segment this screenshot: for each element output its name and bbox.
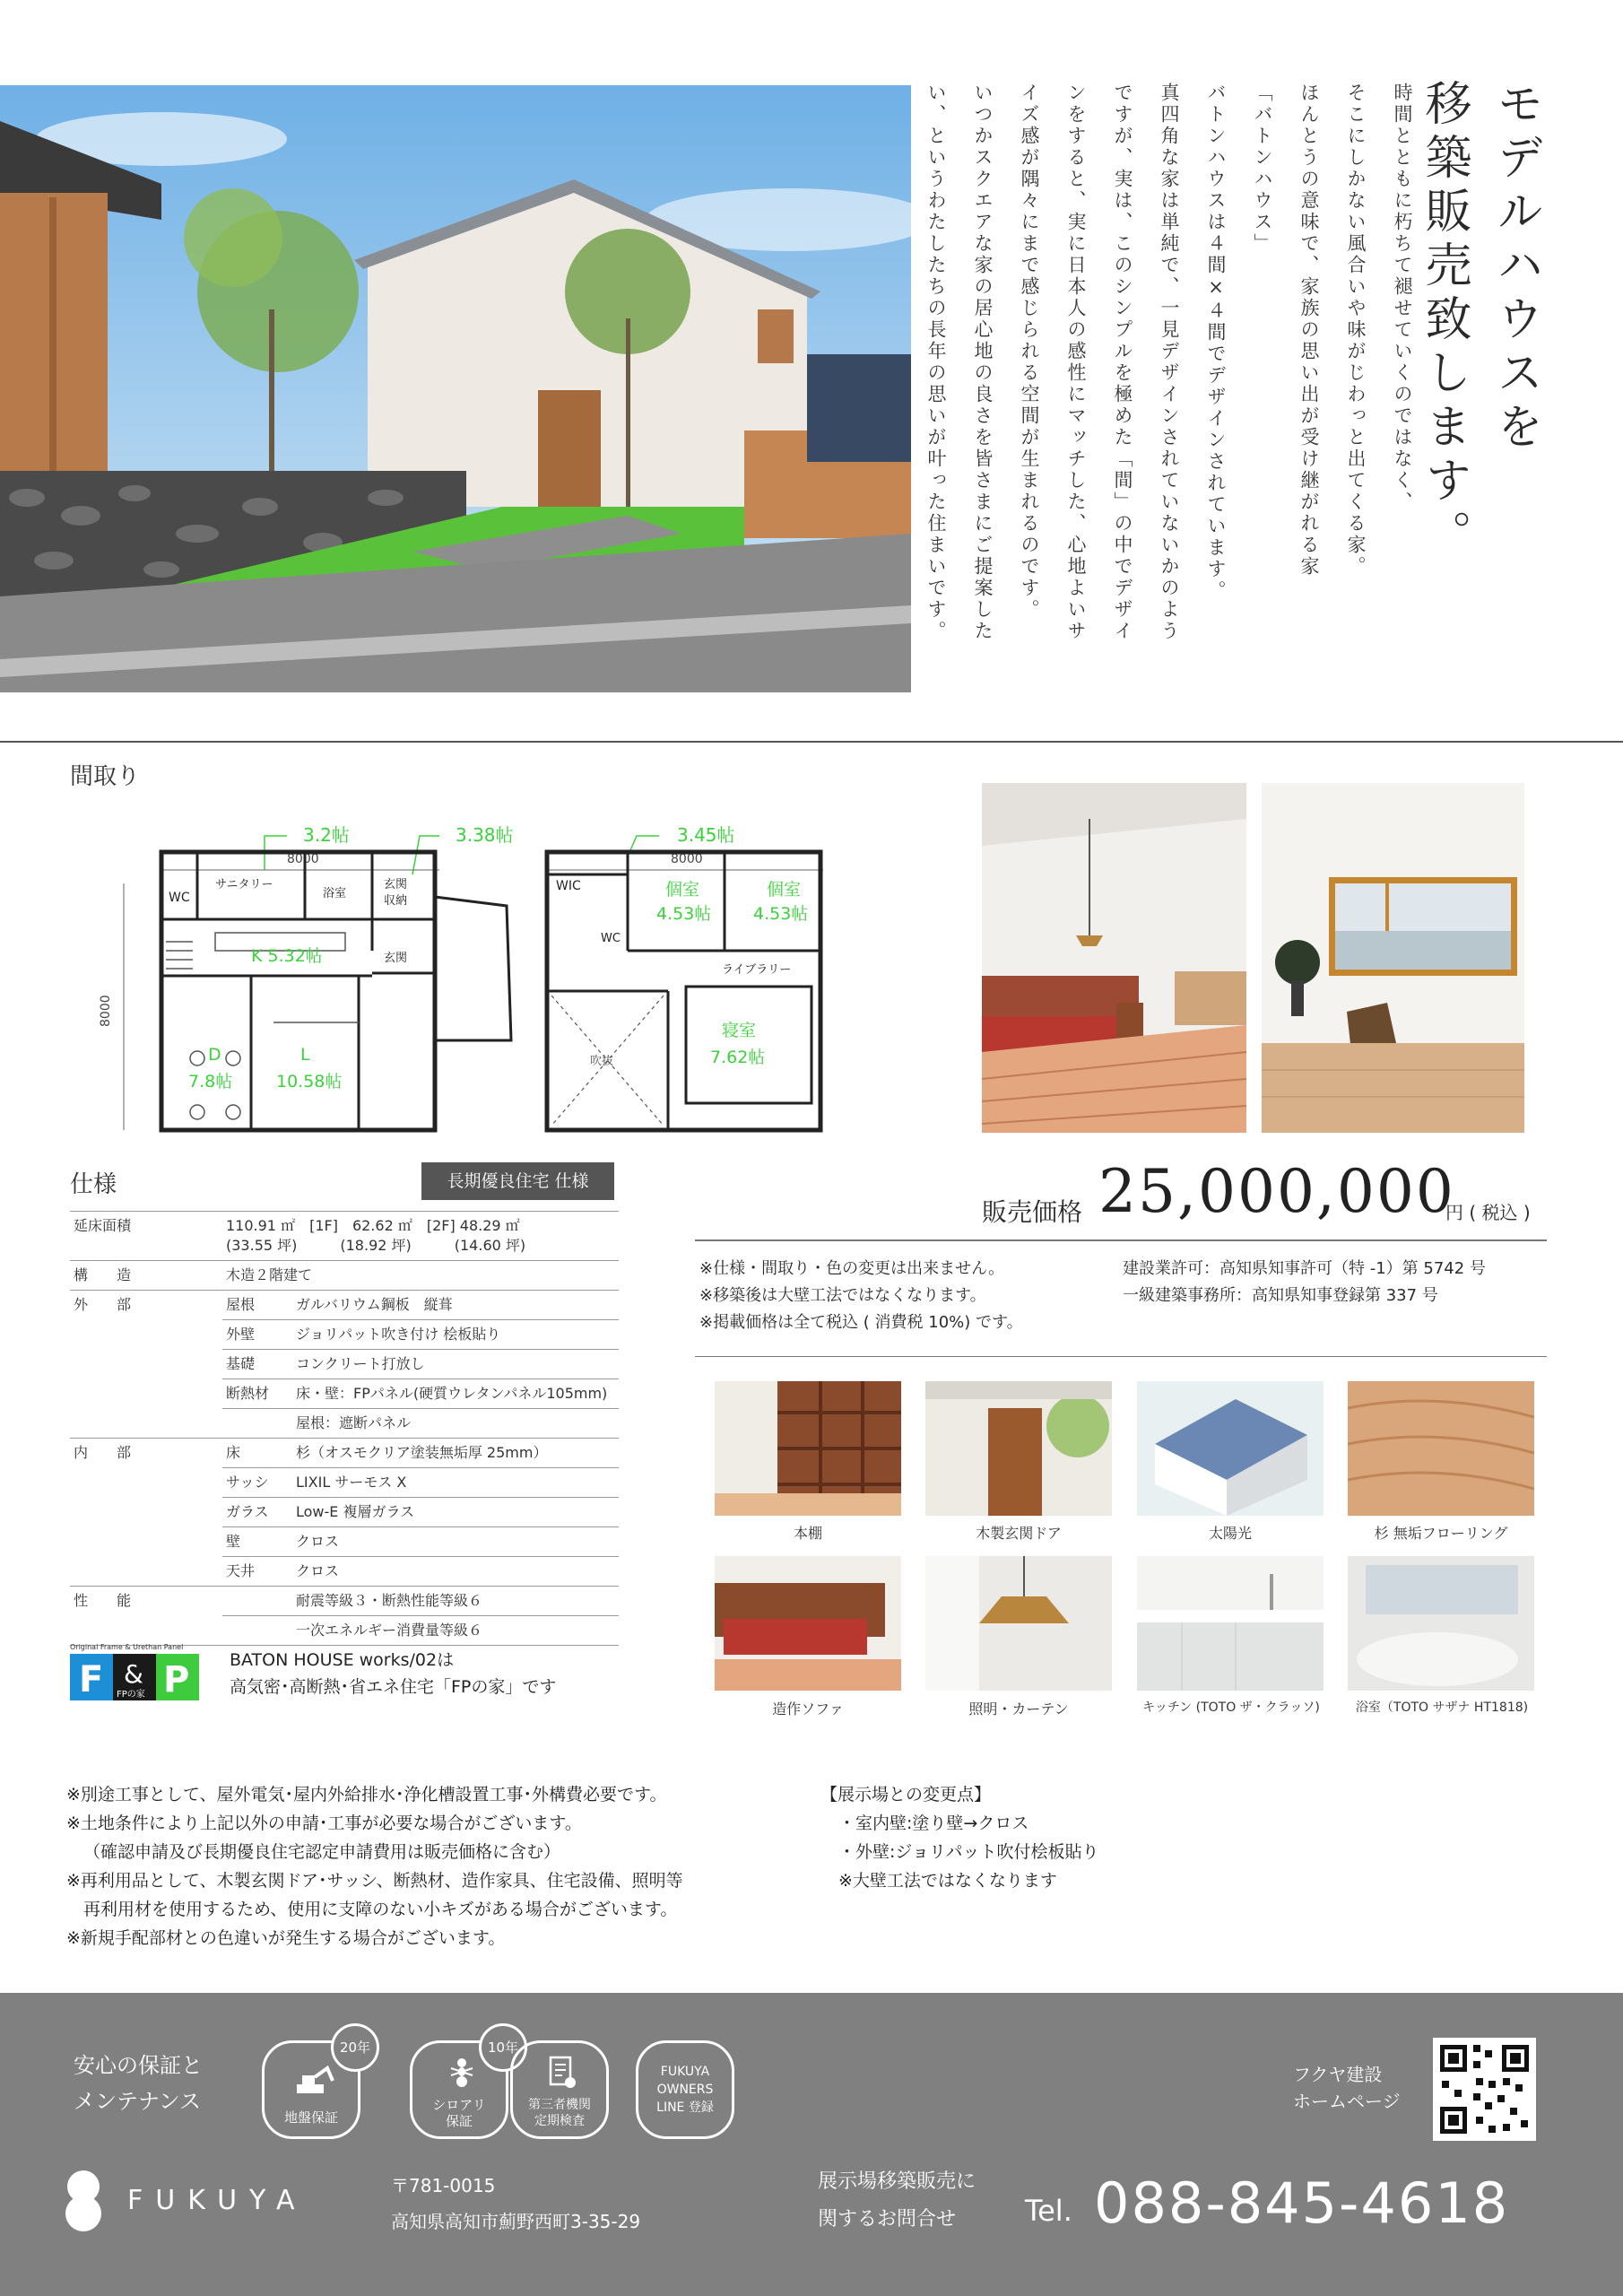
spec-subkey: 天井 (222, 1557, 292, 1587)
dim-2f-width: 8000 (671, 852, 703, 866)
footer-hp-line2: ホームページ (1293, 2091, 1401, 2112)
fp-logo-f: F (79, 1659, 104, 1700)
interior-photo-living (982, 783, 1246, 1133)
feature-caption: 浴室（TOTO サザナ HT1818) (1355, 1700, 1529, 1715)
badge-label-line2: 保証 (445, 2113, 473, 2129)
room-2f-private-a: 個室 (665, 880, 700, 900)
footer-contact-label (818, 2163, 976, 2239)
bottom-notes (66, 1780, 683, 1952)
spec-key: 性 能 (74, 1592, 132, 1609)
spec-subkey: サッシ (222, 1468, 292, 1498)
bottom-note: ※土地条件により上記以外の申請･工事が必要な場合がございます。 (66, 1813, 582, 1833)
bottom-note: ※再利用品として、木製玄関ドア･サッシ、断熱材、造作家具、住宅設備、照明等 (66, 1871, 683, 1891)
feature-caption: 本棚 (793, 1525, 822, 1542)
spec-value: コンクリート打放し (292, 1350, 619, 1379)
badge-label-line2: 定期検査 (534, 2114, 585, 2128)
spec-value: ガルバリウム鋼板 縦葺 (292, 1291, 619, 1320)
license-notes (1123, 1256, 1486, 1309)
price-note: ※仕様・間取り・色の変更は出来ません。 (699, 1259, 1005, 1278)
document-icon (547, 2056, 577, 2090)
spec-row-exterior (70, 1291, 619, 1320)
spec-subkey: 基礎 (222, 1350, 292, 1379)
footer-contact-line1: 展示場移築販売に (818, 2170, 976, 2193)
intro-line: い、というわたしたちの長年の思いが叶った住まいです。 (925, 83, 947, 642)
spec-value: LIXIL サーモス X (292, 1468, 619, 1498)
spec-row-exterior (70, 1320, 619, 1350)
room-1f-entrance-storage: 玄関 (384, 878, 408, 891)
spec-row-exterior (70, 1350, 619, 1379)
spec-row-exterior (70, 1409, 619, 1439)
badge-label-line1: シロアリ (432, 2097, 486, 2113)
footer-street: 高知県高知市薊野西町3-35-29 (391, 2211, 641, 2232)
room-1f-sanitary: サニタリー (215, 878, 273, 891)
spec-value: Low-E 複層ガラス (292, 1498, 619, 1527)
spec-subkey (222, 1409, 292, 1439)
spec-row-performance (70, 1587, 619, 1616)
license-note: 一級建築事務所：高知県知事登録第 337 号 (1123, 1286, 1438, 1305)
spec-value: 耐震等級３・断熱性能等級６ (222, 1587, 619, 1616)
price-divider-2 (695, 1356, 1547, 1357)
badge-label-line1: 第三者機関 (528, 2098, 591, 2112)
spec-row-interior (70, 1468, 619, 1498)
dim-height: 8000 (99, 995, 113, 1027)
badge-year: 10年 (479, 2023, 527, 2072)
change-item: ※大壁工法ではなくなります (838, 1871, 1057, 1891)
price-divider (695, 1239, 1547, 1241)
spec-value: 屋根：遮断パネル (292, 1409, 619, 1439)
footer-anshin-line2: メンテナンス (74, 2089, 202, 2114)
fp-logo (70, 1654, 199, 1704)
fp-line2: 高気密･高断熱･省エネ住宅「FPの家」です (230, 1677, 557, 1697)
price-label: 販売価格 (982, 1197, 1083, 1227)
spec-title: 仕様 (70, 1171, 117, 1198)
bottom-note: ※新規手配部材との色違いが発生する場合がございます。 (66, 1928, 506, 1948)
plan-section-label: 間取り (70, 763, 141, 790)
intro-line: 真四角な家は単純で、一見デザインされていないかのよう (1159, 83, 1180, 642)
spec-area-line1: 110.91 ㎡ [1F] 62.62 ㎡ [2F] 48.29 ㎡ (226, 1217, 520, 1234)
spec-table (70, 1211, 619, 1646)
fukuya-logo-icon (61, 2169, 106, 2237)
spec-key: 外 部 (74, 1296, 132, 1313)
intro-title-line2: 移築販売致します。 (1417, 79, 1471, 563)
spec-value: 杉（オスモクリア塗装無垢厚 25mm） (292, 1439, 619, 1468)
spec-area-line2: (33.55 坪) (18.92 坪) (14.60 坪) (226, 1237, 526, 1254)
badge-label (513, 2097, 606, 2129)
fp-description (230, 1647, 556, 1700)
feature-caption: 木製玄関ドア (976, 1525, 1062, 1542)
badge-label (412, 2097, 506, 2129)
badge-label-line2: OWNERS (656, 2083, 714, 2097)
price-unit: 円 ( 税込 ) (1445, 1202, 1531, 1223)
fp-line1: BATON HOUSE works/02は (230, 1650, 455, 1670)
room-1f-living: L (300, 1045, 310, 1065)
room-1f-dining-size: 7.8帖 (188, 1072, 233, 1091)
footer (0, 1993, 1623, 2296)
spec-value: クロス (292, 1557, 619, 1587)
room-2f-bedroom: 寝室 (722, 1021, 757, 1040)
bottom-note: ※別途工事として、屋外電気･屋内外給排水･浄化槽設置工事･外構費必要です。 (66, 1785, 667, 1805)
room-2f-private-b-size: 4.53帖 (753, 904, 809, 924)
intro-line: ンをすると、実に日本人の感性にマッチした、心地よいサ (1065, 83, 1087, 642)
feature-photo-kitchen (1137, 1556, 1324, 1691)
intro-body (913, 83, 1426, 692)
badge-year: 20年 (331, 2023, 379, 2072)
intro-line: いつかスクエアな家の居心地の良さを皆さまにご提案した (972, 83, 994, 642)
spec-value: 一次エネルギー消費量等級６ (222, 1616, 619, 1646)
spec-row-interior (70, 1557, 619, 1587)
footer-warranty-heading (74, 2048, 203, 2119)
tel-label: Tel. (1025, 2194, 1072, 2228)
spec-value (222, 1212, 619, 1261)
footer-hp-line1: フクヤ建設 (1293, 2064, 1383, 2085)
dim-1f-width: 8000 (287, 852, 319, 866)
callout-1f-a: 3.2帖 (303, 824, 350, 846)
feature-photo-flooring (1348, 1381, 1534, 1516)
badge-inspection (510, 2040, 609, 2139)
spec-row-structure (70, 1261, 619, 1291)
bottom-note: （確認申請及び長期優良住宅認定申請費用は販売価格に含む） (83, 1842, 561, 1862)
spec-subkey: 外壁 (222, 1320, 292, 1350)
qr-code[interactable] (1433, 2038, 1536, 2141)
license-note: 建設業許可：高知県知事許可（特 -1）第 5742 号 (1123, 1259, 1486, 1278)
intro-line: ほんとうの意味で、家族の思い出が受け継がれる家 (1298, 83, 1320, 578)
room-1f-wc: WC (169, 891, 190, 905)
room-1f-bath: 浴室 (323, 887, 347, 900)
feature-caption: 太陽光 (1208, 1525, 1252, 1542)
badge-label: 地盤保証 (283, 2109, 338, 2126)
section-divider (0, 741, 1623, 743)
fp-logo-p: P (163, 1659, 190, 1700)
changes-notes (820, 1780, 1098, 1895)
footer-anshin-line1: 安心の保証と (74, 2053, 203, 2078)
intro-line: 「バトンハウス」 (1252, 83, 1273, 255)
feature-photo-lighting (925, 1556, 1112, 1691)
spec-row-performance (70, 1616, 619, 1646)
spec-row-interior (70, 1527, 619, 1557)
spec-badge: 長期優良住宅 仕様 (421, 1162, 614, 1200)
price-note: ※掲載価格は全て税込 ( 消費税 10%) です。 (699, 1313, 1023, 1332)
feature-photo-solar (1137, 1381, 1324, 1516)
price-notes (699, 1256, 1023, 1336)
intro-line: イズ感が隅々にまで感じられる空間が生まれるのです。 (1019, 83, 1040, 621)
spec-row-exterior (70, 1379, 619, 1409)
hero-photo (0, 85, 911, 692)
change-item: ・室内壁:塗り壁→クロス (838, 1813, 1029, 1833)
change-item: ・外壁:ジョリパット吹付桧板貼り (838, 1842, 1099, 1862)
intro-line: 時間とともに朽ちて褪せていくのではなく、 (1392, 83, 1413, 513)
room-2f-private-a-size: 4.53帖 (656, 904, 712, 924)
feature-photo-door (925, 1381, 1112, 1516)
spec-key: 延床面積 (70, 1212, 222, 1261)
fp-logo-amp: & (124, 1659, 143, 1689)
bottom-note: 再利用材を使用するため、使用に支障のない小キズがある場合がございます。 (83, 1900, 678, 1919)
footer-address (391, 2168, 640, 2239)
intro-line: バトンハウスは４間×４間でデザインされています。 (1205, 83, 1227, 602)
changes-title: 【展示場との変更点】 (820, 1785, 992, 1805)
footer-brand: FUKUYA (127, 2185, 308, 2216)
footer-contact-line2: 関するお問合せ (818, 2208, 957, 2231)
room-2f-private-b: 個室 (767, 880, 802, 900)
room-1f-entrance: 玄関 (384, 952, 408, 965)
spec-value: 床・壁：FPパネル(硬質ウレタンパネル105mm) (292, 1379, 619, 1409)
room-1f-dining: D (208, 1045, 221, 1065)
badge-ground-warranty (262, 2039, 371, 2139)
footer-homepage-label (1293, 2061, 1401, 2115)
spec-key: 構 造 (70, 1261, 222, 1291)
footer-zip: 〒781-0015 (391, 2175, 496, 2196)
feature-photo-sofa (715, 1556, 901, 1691)
fp-logo-sub: FPの家 (117, 1690, 145, 1700)
badge-label (638, 2063, 732, 2117)
room-1f-entrance-storage-2: 収納 (384, 894, 408, 908)
intro-line: そこにしかない風合いや味がじわっと出てくる家。 (1345, 83, 1367, 578)
intro-line: ですが、実は、このシンプルを極めた「間」の中でデザイ (1112, 83, 1133, 642)
feature-caption: 照明・カーテン (968, 1700, 1069, 1718)
room-2f-void: 吹抜 (590, 1055, 614, 1068)
spec-row-interior (70, 1439, 619, 1468)
spec-row-area (70, 1212, 619, 1261)
ant-icon (447, 2056, 477, 2088)
callout-1f-b: 3.38帖 (456, 824, 514, 846)
room-2f-bedroom-size: 7.62帖 (710, 1048, 766, 1067)
feature-caption: 造作ソファ (772, 1700, 844, 1718)
spec-subkey: 断熱材 (222, 1379, 292, 1409)
spec-value: クロス (292, 1527, 619, 1557)
room-2f-wc: WC (601, 932, 621, 945)
fp-tagline: Original Frame & Urethan Panel (70, 1643, 184, 1651)
intro-title-line1: モデルハウスを (1488, 79, 1542, 456)
badge-line-register[interactable] (636, 2040, 734, 2139)
spec-value: ジョリパット吹き付け 桧板貼り (292, 1320, 619, 1350)
feature-photo-bookshelf (715, 1381, 901, 1516)
price-note: ※移築後は大壁工法ではなくなります。 (699, 1286, 986, 1305)
room-2f-wic: WIC (556, 879, 581, 893)
feature-caption: 杉 無垢フローリング (1374, 1525, 1508, 1542)
spec-row-interior (70, 1498, 619, 1527)
price-value: 25,000,000 (1098, 1157, 1455, 1226)
spec-key: 内 部 (74, 1444, 132, 1461)
floor-plan (99, 771, 843, 1139)
spec-subkey: 屋根 (222, 1291, 292, 1320)
excavator-icon (293, 2063, 334, 2099)
spec-value: 木造２階建て (222, 1261, 619, 1291)
room-1f-kitchen: K 5.32帖 (251, 946, 323, 966)
feature-photo-bath (1348, 1556, 1534, 1691)
spec-subkey: 床 (222, 1439, 292, 1468)
badge-label-line3: LINE 登録 (656, 2100, 714, 2115)
tel-number[interactable]: 088-845-4618 (1094, 2170, 1510, 2236)
room-1f-living-size: 10.58帖 (276, 1072, 343, 1091)
feature-caption: キッチン (TOTO ザ・クラッソ) (1142, 1700, 1320, 1715)
spec-subkey: ガラス (222, 1498, 292, 1527)
intro-title (1408, 79, 1551, 581)
spec-subkey: 壁 (222, 1527, 292, 1557)
callout-2f: 3.45帖 (677, 824, 735, 846)
badge-termite-warranty (410, 2039, 519, 2139)
room-2f-library: ライブラリー (722, 963, 792, 977)
interior-photo-room (1262, 783, 1524, 1133)
badge-label-line1: FUKUYA (660, 2065, 710, 2079)
